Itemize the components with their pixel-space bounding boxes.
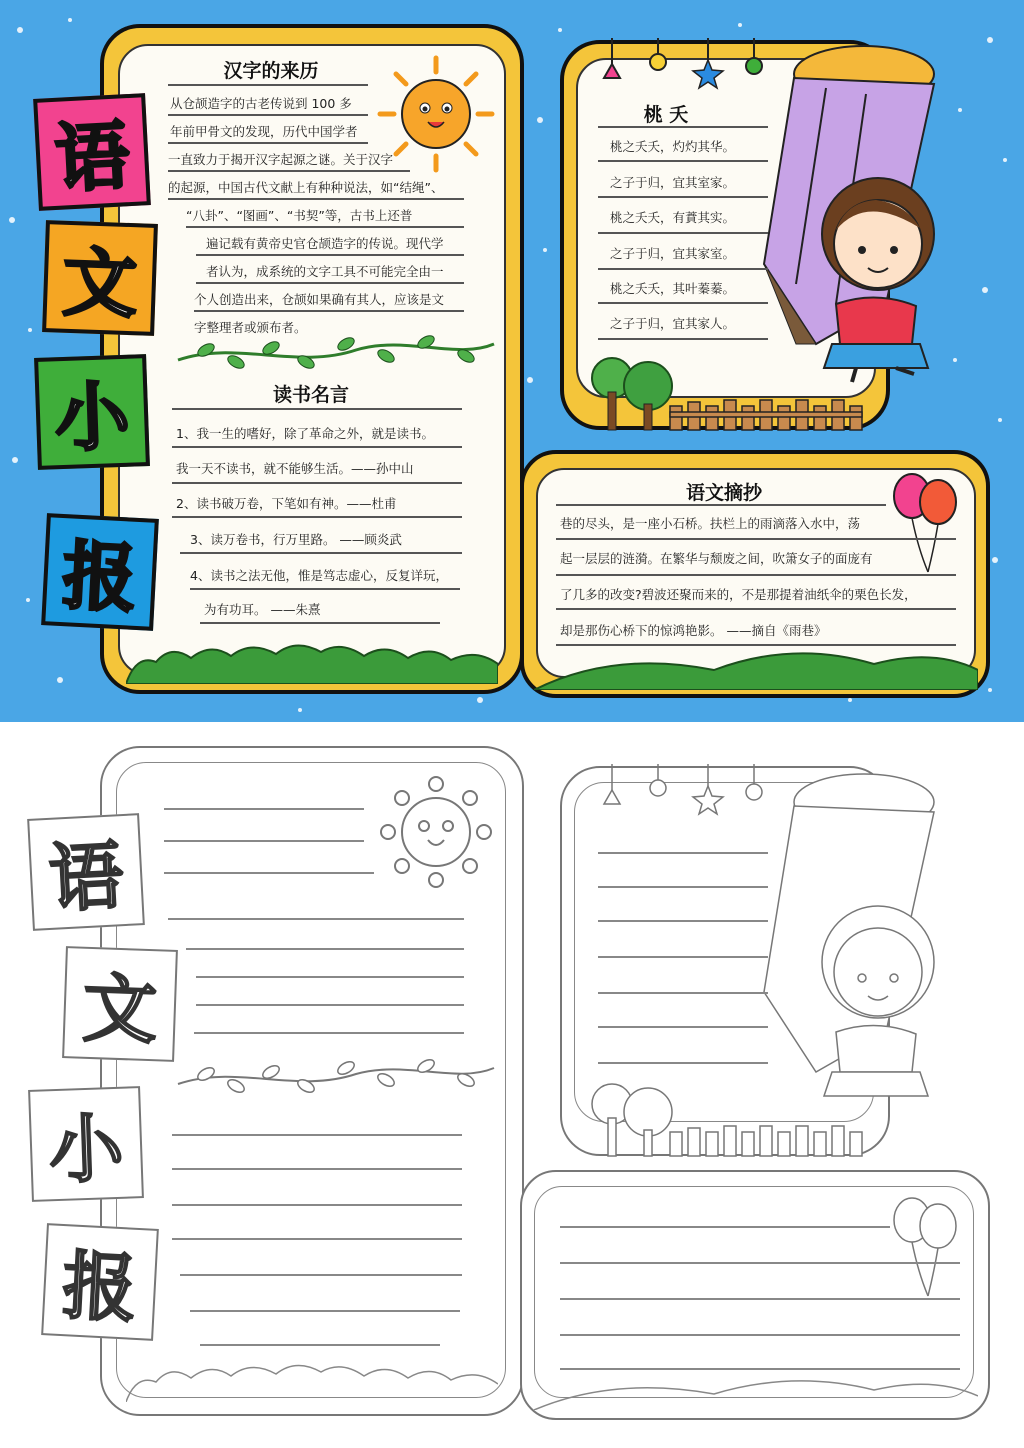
title-tile-2	[42, 220, 158, 336]
title-char: 文	[61, 239, 139, 329]
origin-line: 年前甲骨文的发现，历代中国学者	[170, 124, 358, 139]
outline-hanging-ornaments	[596, 764, 776, 824]
title-tile-3	[34, 354, 150, 470]
quote-line: 1、我一生的嗜好，除了革命之外，就是读书。	[176, 426, 434, 441]
excerpt-line: 巷的尽头，是一座小石桥。扶栏上的雨滴落入水中，荡	[560, 516, 861, 531]
excerpt-line: 起一层层的涟漪。在繁华与颓废之间，吹箫女子的面庞有	[560, 551, 873, 566]
balloons-icon	[888, 468, 968, 578]
poem-line: 桃之夭夭，灼灼其华。	[610, 139, 736, 154]
quote-line: 我一天不读书，就不能够生活。——孙中山	[176, 461, 414, 476]
outline-title-char: 小	[47, 1105, 125, 1195]
hanging-ornaments	[596, 38, 776, 98]
poem-line: 之子于归，宜其家室。	[610, 246, 736, 261]
quote-line: 4、读书之法无他，惟是笃志虚心，反复详玩，	[190, 568, 448, 583]
origin-line: 字整理者或颁布者。	[194, 320, 307, 335]
origin-line: “八卦”、“图画”、“书契”等，古书上还普	[186, 208, 413, 223]
outline-title-tile-4	[41, 1223, 159, 1341]
quote-line: 3、读万卷书，行万里路。 ——顾炎武	[190, 532, 402, 547]
vine-icon	[176, 330, 496, 374]
outline-title-char: 语	[47, 833, 126, 923]
outline-trees-and-fence	[586, 1082, 882, 1158]
outline-bushes	[126, 1358, 498, 1402]
outline-title-tile-1	[27, 813, 145, 931]
colored-version	[0, 0, 1024, 722]
grass-bushes	[126, 634, 498, 684]
green-hills	[534, 640, 978, 690]
origin-line: 遍记载有黄帝史官仓颉造字的传说。现代学	[206, 236, 444, 251]
origin-line: 一直致力于揭开汉字起源之谜。关于汉字	[168, 152, 394, 167]
outline-hills	[534, 1370, 978, 1410]
quote-line: 为有功耳。 ——朱熹	[204, 602, 321, 617]
origin-line: 从仓颉造字的古老传说到 100 多	[170, 96, 352, 111]
excerpt-line: 却是那伤心桥下的惊鸿艳影。 ——摘自《雨巷》	[560, 623, 827, 638]
excerpt-line: 了几多的改变?碧波还聚而来的，不是那提着油纸伞的栗色长发，	[560, 587, 917, 602]
outline-version	[0, 722, 1024, 1448]
excerpt-title: 语文摘抄	[685, 482, 762, 504]
poem-line: 桃之夭夭，有蕡其实。	[610, 210, 736, 225]
origin-line: 个人创造出来，仓颉如果确有其人，应该是文	[194, 292, 445, 307]
outline-vine-icon	[176, 1056, 496, 1096]
outline-title-char: 文	[81, 965, 159, 1055]
title-char: 报	[60, 533, 139, 623]
origin-title: 汉字的来历	[223, 60, 319, 82]
title-char: 小	[53, 373, 131, 463]
title-char: 语	[53, 113, 132, 203]
girl-with-pencil-illustration	[756, 44, 956, 384]
origin-line: 者认为，成系统的文字工具不可能完全由一	[206, 264, 444, 279]
quote-line: 2、读书破万卷，下笔如有神。——杜甫	[176, 496, 397, 511]
poem-line: 之子于归，宜其室家。	[610, 175, 736, 190]
origin-line: 的起源，中国古代文献上有种种说法，如“结绳”、	[168, 180, 444, 195]
outline-balloons-icon	[888, 1192, 968, 1302]
outline-title-char: 报	[60, 1243, 139, 1333]
poem-title: 桃 夭	[643, 104, 689, 126]
outline-title-tile-3	[28, 1086, 144, 1202]
poem-line: 桃之夭夭，其叶蓁蓁。	[610, 281, 736, 296]
outline-girl-illustration	[756, 772, 956, 1112]
outline-sun-icon	[376, 772, 496, 892]
poem-line: 之子于归，宜其家人。	[610, 316, 736, 331]
quotes-title: 读书名言	[272, 384, 349, 406]
title-tile-1	[33, 93, 151, 211]
title-tile-4	[41, 513, 159, 631]
sun-icon	[376, 54, 496, 174]
trees-and-fence	[586, 356, 882, 432]
outline-title-tile-2	[62, 946, 178, 1062]
